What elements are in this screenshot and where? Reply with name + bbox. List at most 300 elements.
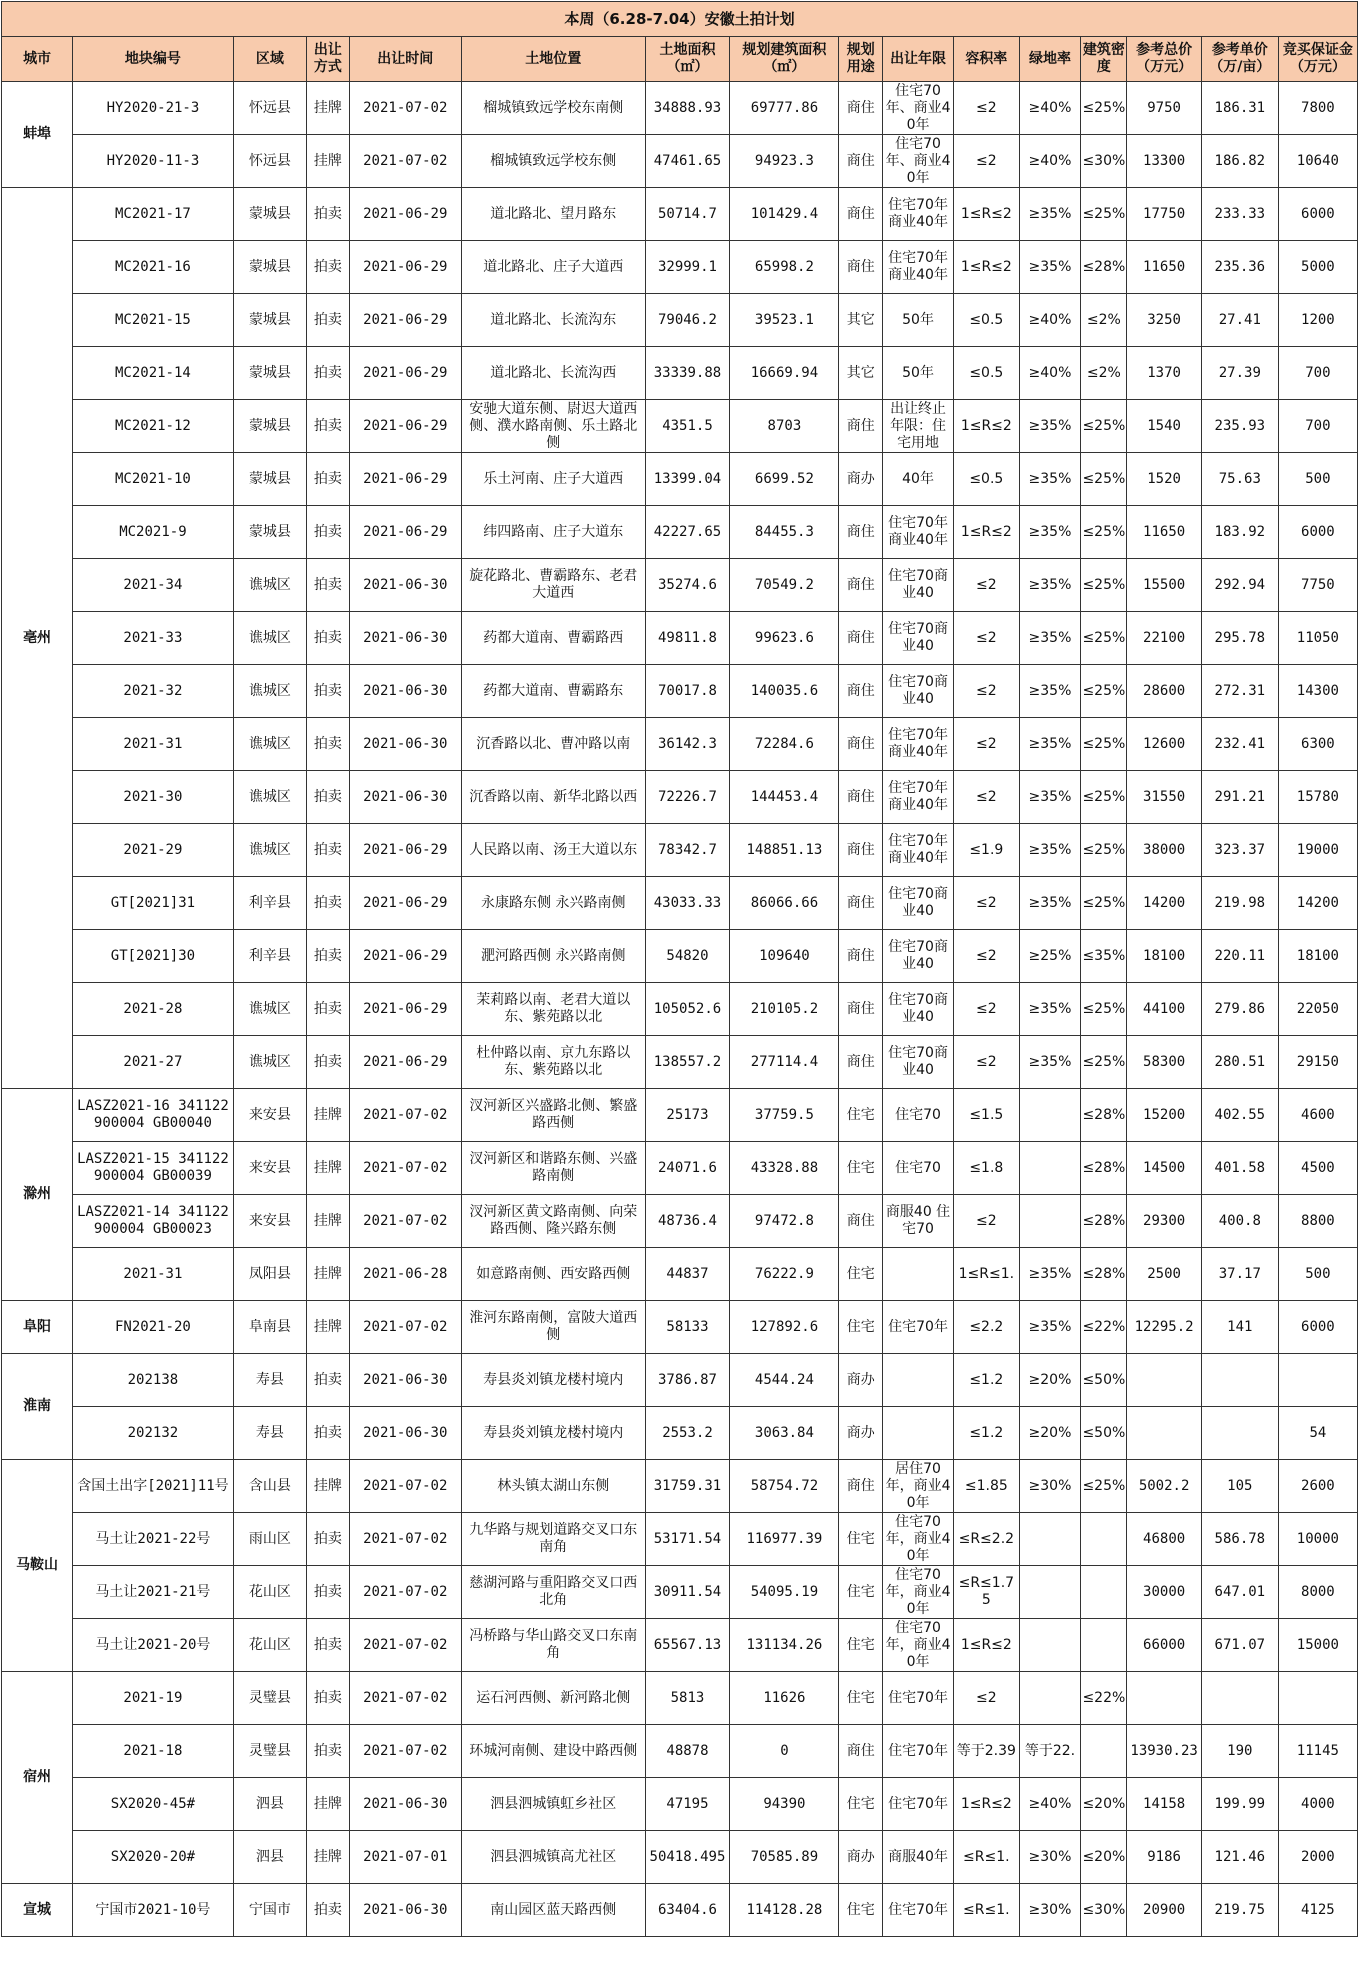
- cell-transfer-method: 挂牌: [307, 82, 349, 135]
- cell-building-density: ≤22%: [1081, 1301, 1127, 1354]
- cell-district: 凤阳县: [233, 1248, 306, 1301]
- cell-location: 沉香路以北、曹冲路以南: [461, 718, 645, 771]
- cell-planned-use: 商办: [839, 1354, 883, 1407]
- cell-term: 住宅70年: [883, 1301, 954, 1354]
- cell-building-density: [1081, 1513, 1127, 1566]
- cell-planned-use: 商住: [839, 188, 883, 241]
- cell-planned-use: 商住: [839, 718, 883, 771]
- cell-building-density: [1081, 1725, 1127, 1778]
- cell-deposit: 4000: [1278, 1778, 1357, 1831]
- cell-location: 杜仲路以南、京九东路以东、紫苑路以北: [461, 1036, 645, 1089]
- cell-location: 安驰大道东侧、尉迟大道西侧、濮水路南侧、乐土路北侧: [461, 400, 645, 453]
- table-row: [2, 1672, 1358, 1725]
- cell-building-density: ≤25%: [1081, 82, 1127, 135]
- cell-green-ratio: ≥30%: [1019, 1831, 1081, 1884]
- cell-land-area: 63404.6: [645, 1884, 730, 1937]
- cell-ref-unit-price: 121.46: [1201, 1831, 1278, 1884]
- cell-ref-total-price: 11650: [1127, 241, 1202, 294]
- cell-ref-total-price: 12295.2: [1127, 1301, 1202, 1354]
- cell-transfer-method: 拍卖: [307, 1354, 349, 1407]
- cell-green-ratio: ≥35%: [1019, 1248, 1081, 1301]
- cell-term: 住宅70年，商业40年: [883, 1513, 954, 1566]
- cell-green-ratio: ≥35%: [1019, 400, 1081, 453]
- cell-green-ratio: ≥40%: [1019, 294, 1081, 347]
- cell-planned-use: 商住: [839, 665, 883, 718]
- cell-deposit: 14200: [1278, 877, 1357, 930]
- cell-plot-ratio: ≤2: [954, 1672, 1019, 1725]
- cell-building-density: ≤22%: [1081, 1672, 1127, 1725]
- cell-district: 蒙城县: [233, 506, 306, 559]
- cell-planned-floor-area: 116977.39: [730, 1513, 839, 1566]
- cell-transfer-method: 拍卖: [307, 1566, 349, 1619]
- cell-plot-ratio: 1≤R≤2: [954, 188, 1019, 241]
- cell-transfer-method: 挂牌: [307, 1778, 349, 1831]
- cell-land-area: 138557.2: [645, 1036, 730, 1089]
- cell-planned-floor-area: 76222.9: [730, 1248, 839, 1301]
- cell-planned-use: 其它: [839, 294, 883, 347]
- cell-green-ratio: [1019, 1672, 1081, 1725]
- cell-term: 住宅70年商业40年: [883, 718, 954, 771]
- cell-deposit: 54: [1278, 1407, 1357, 1460]
- cell-plot-ratio: ≤0.5: [954, 453, 1019, 506]
- cell-plot-ratio: ≤1.2: [954, 1407, 1019, 1460]
- cell-term: 住宅70商业40: [883, 930, 954, 983]
- cell-district: 蒙城县: [233, 294, 306, 347]
- cell-ref-unit-price: 186.31: [1201, 82, 1278, 135]
- cell-planned-floor-area: 16669.94: [730, 347, 839, 400]
- cell-parcel-id: HY2020-11-3: [73, 135, 234, 188]
- cell-district: 来安县: [233, 1195, 306, 1248]
- cell-district: 泗县: [233, 1778, 306, 1831]
- cell-planned-use: 商住: [839, 612, 883, 665]
- cell-land-area: 25173: [645, 1089, 730, 1142]
- header-term: 出让年限: [883, 37, 954, 82]
- cell-planned-use: 商办: [839, 453, 883, 506]
- cell-land-area: 72226.7: [645, 771, 730, 824]
- cell-building-density: ≤25%: [1081, 1460, 1127, 1513]
- cell-planned-use: 商住: [839, 877, 883, 930]
- cell-transfer-method: 拍卖: [307, 400, 349, 453]
- cell-land-area: 32999.1: [645, 241, 730, 294]
- cell-district: 蒙城县: [233, 347, 306, 400]
- cell-land-area: 34888.93: [645, 82, 730, 135]
- cell-ref-total-price: 1370: [1127, 347, 1202, 400]
- cell-location: 人民路以南、汤王大道以东: [461, 824, 645, 877]
- cell-green-ratio: [1019, 1566, 1081, 1619]
- table-row: [2, 877, 1358, 930]
- cell-deposit: 29150: [1278, 1036, 1357, 1089]
- cell-land-area: 13399.04: [645, 453, 730, 506]
- cell-green-ratio: ≥35%: [1019, 559, 1081, 612]
- cell-planned-floor-area: 109640: [730, 930, 839, 983]
- cell-plot-ratio: ≤2: [954, 718, 1019, 771]
- table-title: 本周（6.28-7.04）安徽土拍计划: [2, 2, 1358, 37]
- cell-term: 住宅70年、商业40年: [883, 82, 954, 135]
- cell-transfer-method: 挂牌: [307, 1195, 349, 1248]
- cell-district: 宁国市: [233, 1884, 306, 1937]
- cell-location: 汊河新区兴盛路北侧、繁盛路西侧: [461, 1089, 645, 1142]
- cell-ref-total-price: 1540: [1127, 400, 1202, 453]
- cell-green-ratio: ≥35%: [1019, 188, 1081, 241]
- table-row: [2, 82, 1358, 135]
- cell-green-ratio: ≥35%: [1019, 877, 1081, 930]
- cell-ref-unit-price: 671.07: [1201, 1619, 1278, 1672]
- cell-ref-total-price: 14158: [1127, 1778, 1202, 1831]
- cell-ref-unit-price: 199.99: [1201, 1778, 1278, 1831]
- cell-land-area: 53171.54: [645, 1513, 730, 1566]
- cell-ref-total-price: 15200: [1127, 1089, 1202, 1142]
- cell-land-area: 50714.7: [645, 188, 730, 241]
- cell-plot-ratio: ≤2: [954, 135, 1019, 188]
- cell-building-density: ≤25%: [1081, 506, 1127, 559]
- table-row: [2, 824, 1358, 877]
- cell-planned-use: 商办: [839, 1831, 883, 1884]
- cell-deposit: 15000: [1278, 1619, 1357, 1672]
- cell-ref-total-price: 9750: [1127, 82, 1202, 135]
- cell-green-ratio: ≥40%: [1019, 82, 1081, 135]
- header-green-ratio: 绿地率: [1019, 37, 1081, 82]
- cell-planned-floor-area: 94923.3: [730, 135, 839, 188]
- cell-ref-total-price: 17750: [1127, 188, 1202, 241]
- cell-planned-floor-area: 4544.24: [730, 1354, 839, 1407]
- cell-planned-use: 商住: [839, 1725, 883, 1778]
- cell-transfer-method: 拍卖: [307, 1036, 349, 1089]
- cell-city: 马鞍山: [2, 1460, 73, 1672]
- cell-ref-total-price: 13300: [1127, 135, 1202, 188]
- cell-location: 旋花路北、曹霸路东、老君大道西: [461, 559, 645, 612]
- cell-parcel-id: 2021-32: [73, 665, 234, 718]
- cell-ref-total-price: 38000: [1127, 824, 1202, 877]
- table-row: [2, 665, 1358, 718]
- cell-planned-floor-area: 8703: [730, 400, 839, 453]
- cell-land-area: 42227.65: [645, 506, 730, 559]
- cell-transfer-date: 2021-06-30: [349, 1354, 461, 1407]
- cell-ref-total-price: 9186: [1127, 1831, 1202, 1884]
- cell-land-area: 65567.13: [645, 1619, 730, 1672]
- cell-district: 含山县: [233, 1460, 306, 1513]
- cell-green-ratio: ≥20%: [1019, 1354, 1081, 1407]
- cell-district: 花山区: [233, 1566, 306, 1619]
- cell-planned-floor-area: 210105.2: [730, 983, 839, 1036]
- cell-location: 道北路北、长流沟西: [461, 347, 645, 400]
- cell-term: 住宅70年: [883, 1884, 954, 1937]
- cell-transfer-method: 拍卖: [307, 665, 349, 718]
- cell-planned-use: 住宅: [839, 1513, 883, 1566]
- cell-parcel-id: 202138: [73, 1354, 234, 1407]
- cell-transfer-date: 2021-06-30: [349, 665, 461, 718]
- cell-planned-floor-area: 70585.89: [730, 1831, 839, 1884]
- cell-district: 利辛县: [233, 930, 306, 983]
- cell-location: 冯桥路与华山路交叉口东南角: [461, 1619, 645, 1672]
- cell-plot-ratio: ≤2: [954, 930, 1019, 983]
- cell-planned-floor-area: 148851.13: [730, 824, 839, 877]
- cell-transfer-date: 2021-07-02: [349, 1142, 461, 1195]
- cell-planned-floor-area: 94390: [730, 1778, 839, 1831]
- cell-planned-floor-area: 144453.4: [730, 771, 839, 824]
- cell-transfer-method: 拍卖: [307, 930, 349, 983]
- cell-parcel-id: MC2021-12: [73, 400, 234, 453]
- cell-deposit: 8000: [1278, 1566, 1357, 1619]
- cell-transfer-date: 2021-07-01: [349, 1831, 461, 1884]
- cell-plot-ratio: 1≤R≤2: [954, 400, 1019, 453]
- cell-district: 谯城区: [233, 665, 306, 718]
- table-row: [2, 1831, 1358, 1884]
- cell-planned-use: 商住: [839, 1460, 883, 1513]
- table-row: [2, 718, 1358, 771]
- cell-planned-floor-area: 86066.66: [730, 877, 839, 930]
- cell-term: 住宅70年、商业40年: [883, 135, 954, 188]
- cell-transfer-method: 拍卖: [307, 1407, 349, 1460]
- cell-parcel-id: MC2021-10: [73, 453, 234, 506]
- cell-location: 药都大道南、曹霸路东: [461, 665, 645, 718]
- cell-deposit: [1278, 1672, 1357, 1725]
- cell-plot-ratio: 等于2.39: [954, 1725, 1019, 1778]
- cell-transfer-method: 拍卖: [307, 559, 349, 612]
- cell-land-area: 47461.65: [645, 135, 730, 188]
- cell-transfer-method: 拍卖: [307, 1672, 349, 1725]
- cell-ref-unit-price: 219.75: [1201, 1884, 1278, 1937]
- table-row: [2, 294, 1358, 347]
- table-row: [2, 1513, 1358, 1566]
- cell-transfer-date: 2021-06-30: [349, 1778, 461, 1831]
- cell-building-density: ≤30%: [1081, 1884, 1127, 1937]
- cell-planned-floor-area: 0: [730, 1725, 839, 1778]
- cell-parcel-id: HY2020-21-3: [73, 82, 234, 135]
- cell-green-ratio: ≥40%: [1019, 347, 1081, 400]
- cell-parcel-id: 2021-34: [73, 559, 234, 612]
- table-row: [2, 1884, 1358, 1937]
- cell-green-ratio: ≥35%: [1019, 506, 1081, 559]
- cell-parcel-id: 马土让2021-21号: [73, 1566, 234, 1619]
- cell-term: [883, 1407, 954, 1460]
- cell-transfer-date: 2021-06-29: [349, 400, 461, 453]
- cell-building-density: ≤50%: [1081, 1354, 1127, 1407]
- cell-district: 寿县: [233, 1354, 306, 1407]
- cell-ref-unit-price: 400.8: [1201, 1195, 1278, 1248]
- cell-parcel-id: 2021-28: [73, 983, 234, 1036]
- cell-term: 居住70年，商业40年: [883, 1460, 954, 1513]
- header-parcel-id: 地块编号: [73, 37, 234, 82]
- cell-location: 药都大道南、曹霸路西: [461, 612, 645, 665]
- cell-parcel-id: 马土让2021-20号: [73, 1619, 234, 1672]
- cell-building-density: ≤50%: [1081, 1407, 1127, 1460]
- cell-green-ratio: ≥30%: [1019, 1884, 1081, 1937]
- cell-transfer-date: 2021-06-29: [349, 877, 461, 930]
- cell-green-ratio: ≥35%: [1019, 241, 1081, 294]
- cell-transfer-method: 拍卖: [307, 824, 349, 877]
- table-row: [2, 1778, 1358, 1831]
- cell-deposit: [1278, 1354, 1357, 1407]
- cell-building-density: ≤28%: [1081, 1195, 1127, 1248]
- cell-planned-use: 商住: [839, 135, 883, 188]
- cell-ref-unit-price: 279.86: [1201, 983, 1278, 1036]
- cell-planned-use: 商住: [839, 983, 883, 1036]
- cell-term: 住宅70年: [883, 1725, 954, 1778]
- cell-location: 淮河东路南侧，富陂大道西侧: [461, 1301, 645, 1354]
- cell-parcel-id: GT[2021]31: [73, 877, 234, 930]
- cell-transfer-method: 拍卖: [307, 771, 349, 824]
- table-row: [2, 1195, 1358, 1248]
- cell-ref-total-price: 2500: [1127, 1248, 1202, 1301]
- cell-land-area: 5813: [645, 1672, 730, 1725]
- cell-plot-ratio: ≤2: [954, 612, 1019, 665]
- cell-green-ratio: ≥35%: [1019, 612, 1081, 665]
- cell-ref-unit-price: 233.33: [1201, 188, 1278, 241]
- cell-transfer-date: 2021-06-30: [349, 771, 461, 824]
- cell-location: 寿县炎刘镇龙楼村境内: [461, 1407, 645, 1460]
- cell-term: 商服40 住宅70: [883, 1195, 954, 1248]
- cell-district: 泗县: [233, 1831, 306, 1884]
- table-row: [2, 1248, 1358, 1301]
- table-row: [2, 1460, 1358, 1513]
- cell-parcel-id: 马土让2021-22号: [73, 1513, 234, 1566]
- cell-plot-ratio: 1≤R≤2: [954, 241, 1019, 294]
- cell-planned-use: 商住: [839, 82, 883, 135]
- cell-building-density: ≤25%: [1081, 983, 1127, 1036]
- cell-ref-unit-price: 235.36: [1201, 241, 1278, 294]
- cell-green-ratio: [1019, 1089, 1081, 1142]
- cell-ref-total-price: 30000: [1127, 1566, 1202, 1619]
- cell-plot-ratio: ≤2: [954, 665, 1019, 718]
- cell-transfer-date: 2021-07-02: [349, 1460, 461, 1513]
- cell-deposit: 11145: [1278, 1725, 1357, 1778]
- cell-ref-total-price: 12600: [1127, 718, 1202, 771]
- cell-ref-unit-price: 586.78: [1201, 1513, 1278, 1566]
- cell-land-area: 4351.5: [645, 400, 730, 453]
- cell-city: 淮南: [2, 1354, 73, 1460]
- table-row: [2, 1089, 1358, 1142]
- cell-green-ratio: ≥35%: [1019, 824, 1081, 877]
- cell-transfer-method: 挂牌: [307, 1831, 349, 1884]
- cell-deposit: 6000: [1278, 1301, 1357, 1354]
- cell-green-ratio: ≥35%: [1019, 771, 1081, 824]
- header-planned-floor-area: 规划建筑面积（㎡）: [730, 37, 839, 82]
- cell-parcel-id: 宁国市2021-10号: [73, 1884, 234, 1937]
- land-auction-sheet: [1, 1, 1358, 1937]
- cell-building-density: [1081, 1619, 1127, 1672]
- cell-ref-unit-price: 105: [1201, 1460, 1278, 1513]
- cell-location: 道北路北、庄子大道西: [461, 241, 645, 294]
- cell-deposit: 7800: [1278, 82, 1357, 135]
- cell-building-density: ≤2%: [1081, 347, 1127, 400]
- cell-term: 住宅70年: [883, 1672, 954, 1725]
- cell-term: 住宅70商业40: [883, 559, 954, 612]
- cell-ref-unit-price: 27.41: [1201, 294, 1278, 347]
- table-row: [2, 1354, 1358, 1407]
- cell-district: 蒙城县: [233, 400, 306, 453]
- cell-building-density: ≤28%: [1081, 1142, 1127, 1195]
- cell-term: 住宅70商业40: [883, 877, 954, 930]
- cell-green-ratio: ≥35%: [1019, 718, 1081, 771]
- cell-district: 蒙城县: [233, 241, 306, 294]
- cell-deposit: 10000: [1278, 1513, 1357, 1566]
- cell-parcel-id: GT[2021]30: [73, 930, 234, 983]
- cell-transfer-date: 2021-07-02: [349, 1195, 461, 1248]
- cell-term: 住宅70年: [883, 1778, 954, 1831]
- cell-planned-floor-area: 84455.3: [730, 506, 839, 559]
- cell-land-area: 33339.88: [645, 347, 730, 400]
- cell-building-density: ≤20%: [1081, 1831, 1127, 1884]
- cell-building-density: ≤20%: [1081, 1778, 1127, 1831]
- cell-transfer-method: 拍卖: [307, 294, 349, 347]
- cell-planned-use: 商住: [839, 559, 883, 612]
- table-row: [2, 612, 1358, 665]
- cell-parcel-id: 2021-19: [73, 1672, 234, 1725]
- cell-planned-floor-area: 131134.26: [730, 1619, 839, 1672]
- cell-transfer-date: 2021-06-29: [349, 824, 461, 877]
- cell-deposit: 500: [1278, 1248, 1357, 1301]
- cell-transfer-method: 拍卖: [307, 1725, 349, 1778]
- cell-ref-unit-price: 323.37: [1201, 824, 1278, 877]
- cell-land-area: 30911.54: [645, 1566, 730, 1619]
- cell-planned-use: 住宅: [839, 1619, 883, 1672]
- cell-transfer-method: 挂牌: [307, 1142, 349, 1195]
- cell-planned-floor-area: 97472.8: [730, 1195, 839, 1248]
- cell-planned-floor-area: 70549.2: [730, 559, 839, 612]
- cell-district: 谯城区: [233, 983, 306, 1036]
- cell-land-area: 48878: [645, 1725, 730, 1778]
- cell-location: 茉莉路以南、老君大道以东、紫苑路以北: [461, 983, 645, 1036]
- cell-deposit: 6000: [1278, 188, 1357, 241]
- cell-building-density: ≤25%: [1081, 877, 1127, 930]
- cell-district: 利辛县: [233, 877, 306, 930]
- cell-transfer-method: 挂牌: [307, 135, 349, 188]
- cell-planned-floor-area: 37759.5: [730, 1089, 839, 1142]
- cell-planned-floor-area: 54095.19: [730, 1566, 839, 1619]
- cell-location: 泗县泗城镇虹乡社区: [461, 1778, 645, 1831]
- cell-parcel-id: LASZ2021-16 341122900004 GB00040: [73, 1089, 234, 1142]
- cell-land-area: 35274.6: [645, 559, 730, 612]
- cell-term: 商服40年: [883, 1831, 954, 1884]
- cell-building-density: ≤25%: [1081, 771, 1127, 824]
- cell-ref-unit-price: 235.93: [1201, 400, 1278, 453]
- cell-planned-floor-area: 277114.4: [730, 1036, 839, 1089]
- table-body: [2, 82, 1358, 1937]
- cell-green-ratio: ≥20%: [1019, 1407, 1081, 1460]
- header-district: 区域: [233, 37, 306, 82]
- cell-term: 50年: [883, 347, 954, 400]
- cell-deposit: 7750: [1278, 559, 1357, 612]
- cell-building-density: ≤35%: [1081, 930, 1127, 983]
- cell-land-area: 54820: [645, 930, 730, 983]
- cell-transfer-date: 2021-07-02: [349, 1619, 461, 1672]
- cell-transfer-method: 拍卖: [307, 188, 349, 241]
- cell-planned-use: 商住: [839, 506, 883, 559]
- cell-green-ratio: ≥35%: [1019, 453, 1081, 506]
- cell-district: 灵璧县: [233, 1672, 306, 1725]
- cell-ref-total-price: 22100: [1127, 612, 1202, 665]
- table-row: [2, 241, 1358, 294]
- cell-transfer-date: 2021-07-02: [349, 1089, 461, 1142]
- cell-parcel-id: MC2021-16: [73, 241, 234, 294]
- cell-green-ratio: ≥30%: [1019, 1460, 1081, 1513]
- cell-district: 谯城区: [233, 771, 306, 824]
- cell-planned-use: 商住: [839, 1195, 883, 1248]
- table-row: [2, 1301, 1358, 1354]
- header-deposit: 竞买保证金（万元）: [1278, 37, 1357, 82]
- cell-transfer-method: 挂牌: [307, 1460, 349, 1513]
- cell-parcel-id: 2021-27: [73, 1036, 234, 1089]
- cell-ref-total-price: 5002.2: [1127, 1460, 1202, 1513]
- cell-ref-unit-price: 402.55: [1201, 1089, 1278, 1142]
- cell-plot-ratio: 1≤R≤2: [954, 1778, 1019, 1831]
- cell-transfer-date: 2021-06-29: [349, 241, 461, 294]
- cell-location: 南山园区蓝天路西侧: [461, 1884, 645, 1937]
- cell-parcel-id: 2021-31: [73, 1248, 234, 1301]
- cell-ref-total-price: 14500: [1127, 1142, 1202, 1195]
- cell-parcel-id: SX2020-20#: [73, 1831, 234, 1884]
- land-auction-table: [1, 1, 1358, 1937]
